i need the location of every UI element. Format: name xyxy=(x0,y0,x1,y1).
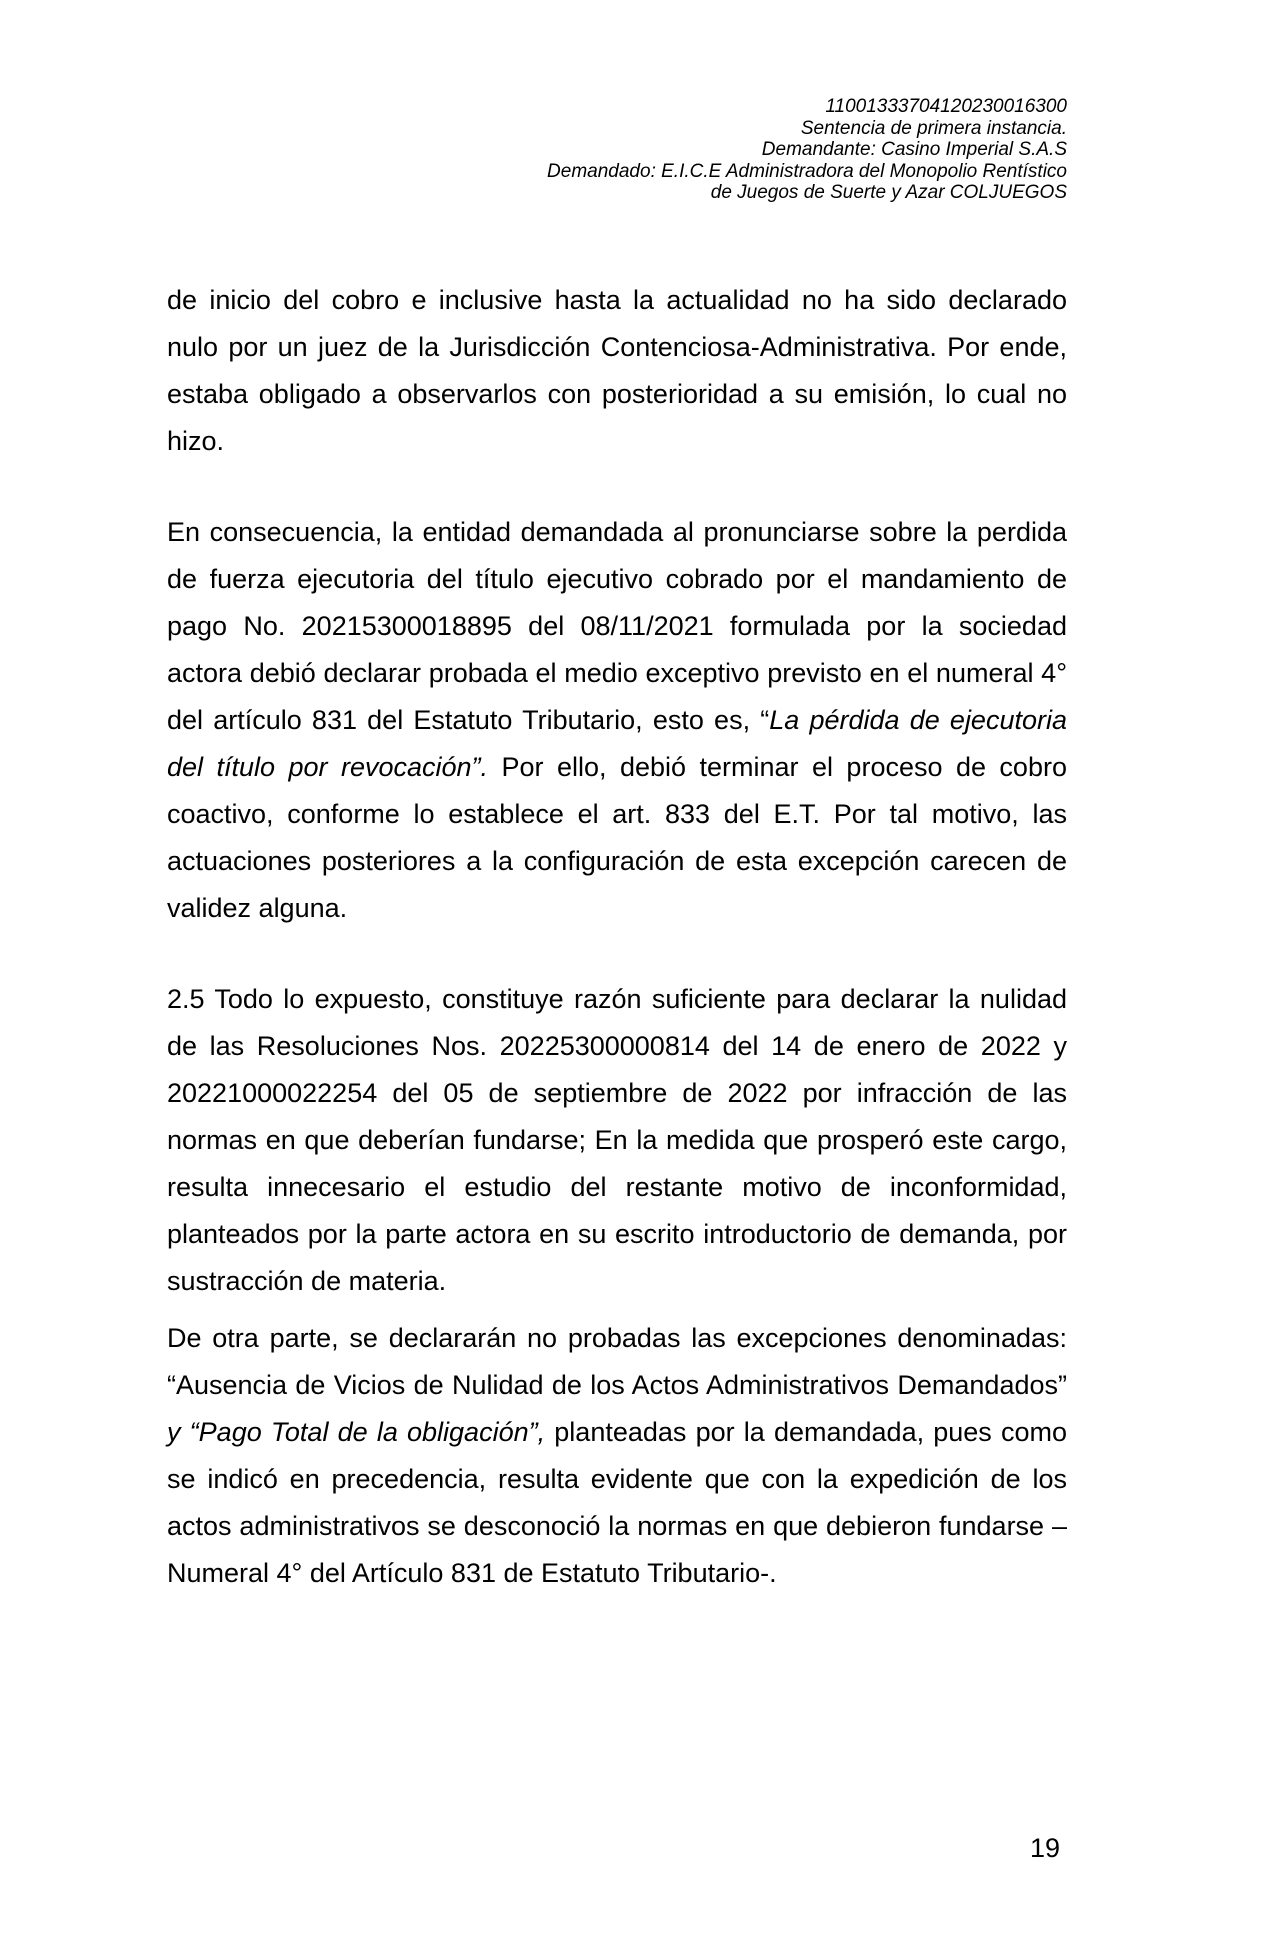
text-segment: En consecuencia, la entidad demandada al pronunciarse sobre la perdida de fuerza ejecutoria del título ejecutivo cobrado por el mandamiento de pago No. 20215300018895 del 08/11/2021 formulada por la sociedad actora debió declarar probada el medio exceptivo previsto en el numeral 4° del artículo 831 del Estatuto Tributario, esto es, “ xyxy=(167,517,1067,735)
header-line: de Juegos de Suerte y Azar COLJUEGOS xyxy=(710,182,1067,203)
header-line: Demandante: Casino Imperial S.A.S xyxy=(761,139,1067,160)
text-segment: planteadas por la demandada, pues como se indicó en precedencia, resulta evidente que con la expedición de los actos administrativos se desconoció la normas en que debieron fundarse – Numeral 4° del Artículo 831 de Estatuto Tributario-. xyxy=(167,1417,1068,1588)
italic-text-segment: La pérdida de ejecutoria del título por revocación”. xyxy=(167,705,1067,782)
paragraph xyxy=(167,277,1067,465)
paragraph xyxy=(167,1315,1067,1597)
case-header xyxy=(547,96,1067,204)
text-segment: 2.5 Todo lo expuesto, constituye razón suficiente para declarar la nulidad de las Resoluciones Nos. 20225300000814 del 14 de enero de 2022 y 20221000022254 del 05 de septiembre de 2022 por infracción de las normas en que deberían fundarse; En la medida que prosperó este cargo, resulta innecesario el estudio del restante motivo de inconformidad, planteados por la parte actora en su escrito introductorio de demanda, por sustracción de materia. xyxy=(167,984,1067,1296)
text-segment: Por ello, debió terminar el proceso de cobro coactivo, conforme lo establece el art. 833 del E.T. Por tal motivo, las actuaciones posteriores a la configuración de esta excepción carecen de validez alguna. xyxy=(167,752,1067,923)
header-line: Demandado: E.I.C.E Administradora del Monopolio Rentístico xyxy=(547,160,1067,182)
italic-text-segment: y “Pago Total de la obligación”, xyxy=(167,1417,546,1447)
header-line: 11001333704120230016300 xyxy=(825,96,1067,117)
paragraph xyxy=(167,509,1067,932)
header-line: Sentencia de primera instancia. xyxy=(800,117,1067,139)
text-segment: De otra parte, se declararán no probadas las excepciones denominadas: “Ausencia de Vicios de Nulidad de los Actos Administrativos Demandados” xyxy=(167,1323,1067,1400)
paragraph xyxy=(167,976,1067,1305)
document-body xyxy=(167,277,1067,1641)
text-segment: de inicio del cobro e inclusive hasta la actualidad no ha sido declarado nulo por un juez de la Jurisdicción Contenciosa-Administrativa. Por ende, estaba obligado a observarlos con posterioridad a su emisión, lo cual no hizo. xyxy=(167,285,1067,456)
page-number: 19 xyxy=(1029,1833,1060,1863)
